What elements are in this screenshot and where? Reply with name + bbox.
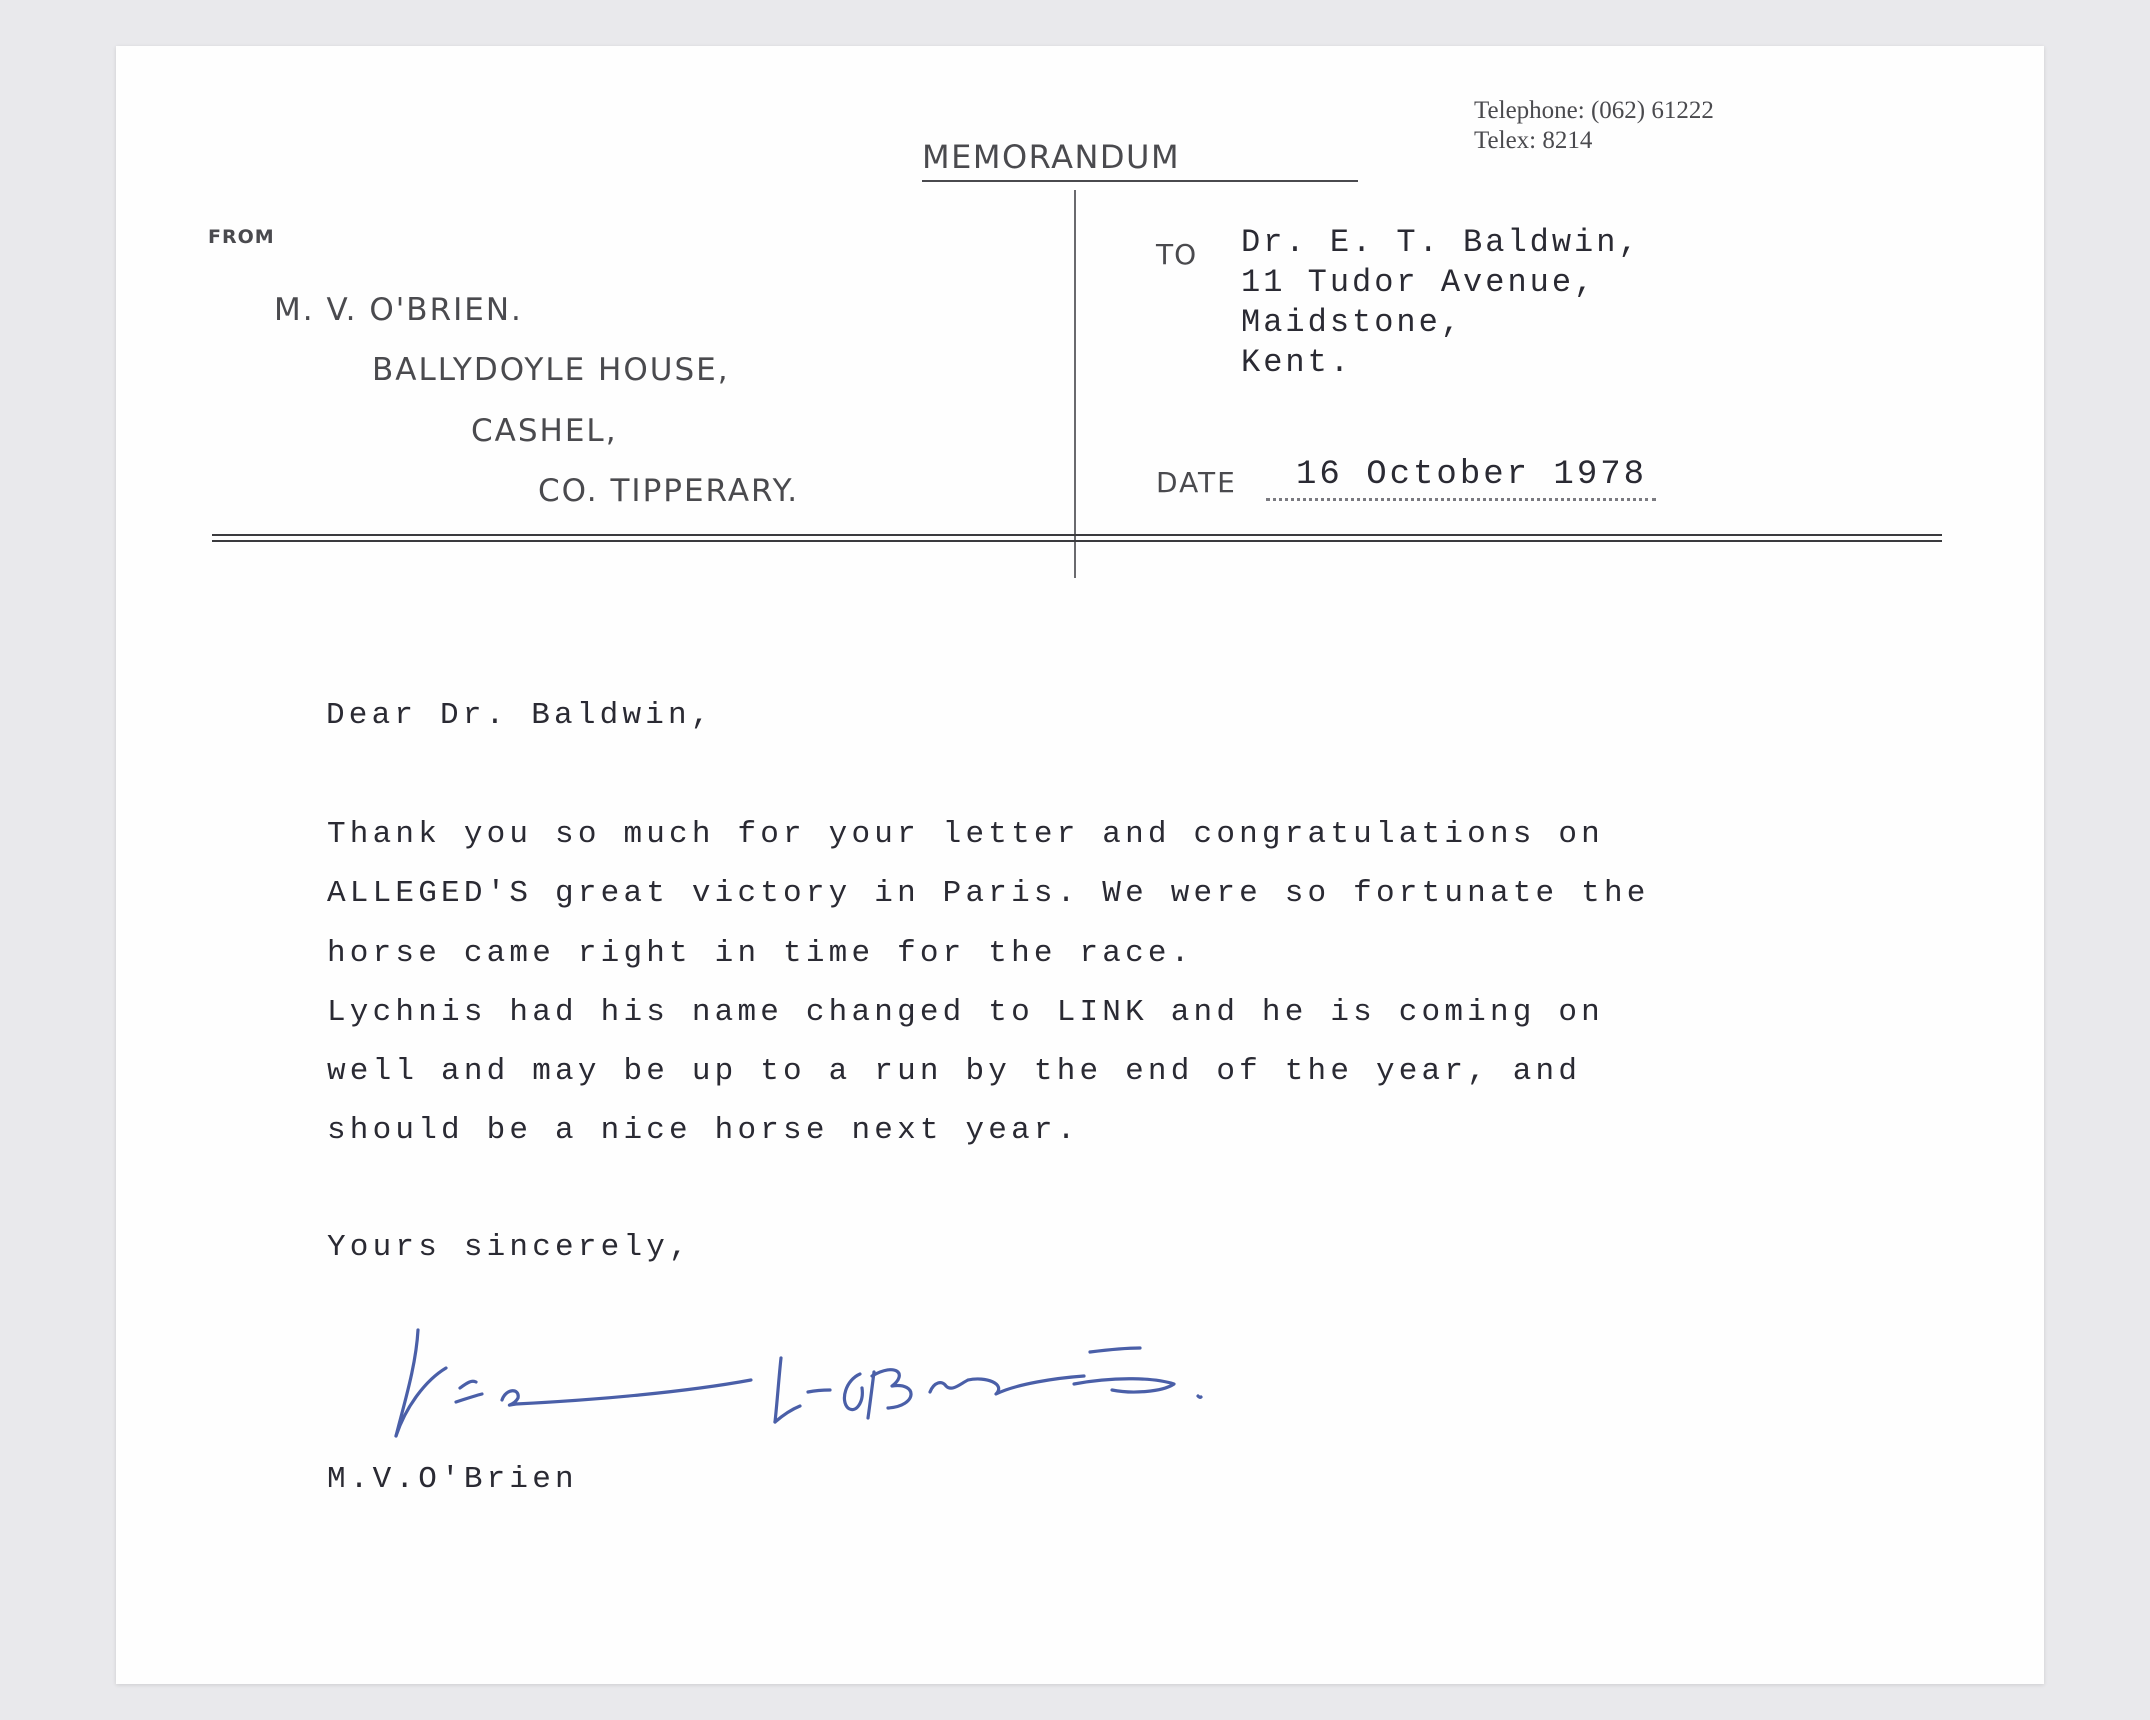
header-divider	[1074, 190, 1076, 578]
letter-line: should be a nice horse next year.	[327, 1113, 1080, 1148]
from-name: M. V. O'BRIEN.	[274, 292, 523, 328]
recipient-address-line: 11 Tudor Avenue,	[1241, 264, 1597, 301]
handwritten-signature	[356, 1276, 1216, 1466]
recipient-address-line: Kent.	[1241, 344, 1353, 381]
telex-text: Telex: 8214	[1474, 127, 1593, 154]
letter-line: Lychnis had his name changed to LINK and he is coming on	[327, 995, 1604, 1030]
letter-line: Thank you so much for your letter and congratulations on	[327, 817, 1604, 852]
memo-sheet	[116, 46, 2044, 1684]
date-dotted-line	[1266, 498, 1656, 501]
header-rule	[212, 540, 1942, 542]
title-underline	[922, 180, 1358, 182]
recipient-name: Dr. E. T. Baldwin,	[1241, 224, 1641, 261]
telephone-text: Telephone: (062) 61222	[1474, 97, 1714, 124]
letter-line: horse came right in time for the race.	[327, 936, 1194, 971]
letter-line: ALLEGED'S great victory in Paris. We were so fortunate the	[327, 876, 1650, 911]
to-label: TO	[1156, 238, 1198, 271]
recipient-address-line: Maidstone,	[1241, 304, 1464, 341]
signed-name: M.V.O'Brien	[327, 1462, 578, 1497]
from-label: FROM	[208, 226, 275, 248]
from-address-line: CASHEL,	[471, 413, 618, 449]
header-rule	[212, 534, 1942, 536]
closing: Yours sincerely,	[327, 1230, 692, 1265]
from-address-line: CO. TIPPERARY.	[538, 473, 800, 509]
date-label: DATE	[1156, 466, 1237, 499]
from-address-line: BALLYDOYLE HOUSE,	[372, 352, 730, 388]
salutation: Dear Dr. Baldwin,	[326, 698, 714, 733]
letter-line: well and may be up to a run by the end of the year, and	[327, 1054, 1582, 1089]
date-value: 16 October 1978	[1296, 456, 1648, 494]
contact-block	[1474, 96, 1714, 156]
memo-title: MEMORANDUM	[922, 138, 1181, 176]
